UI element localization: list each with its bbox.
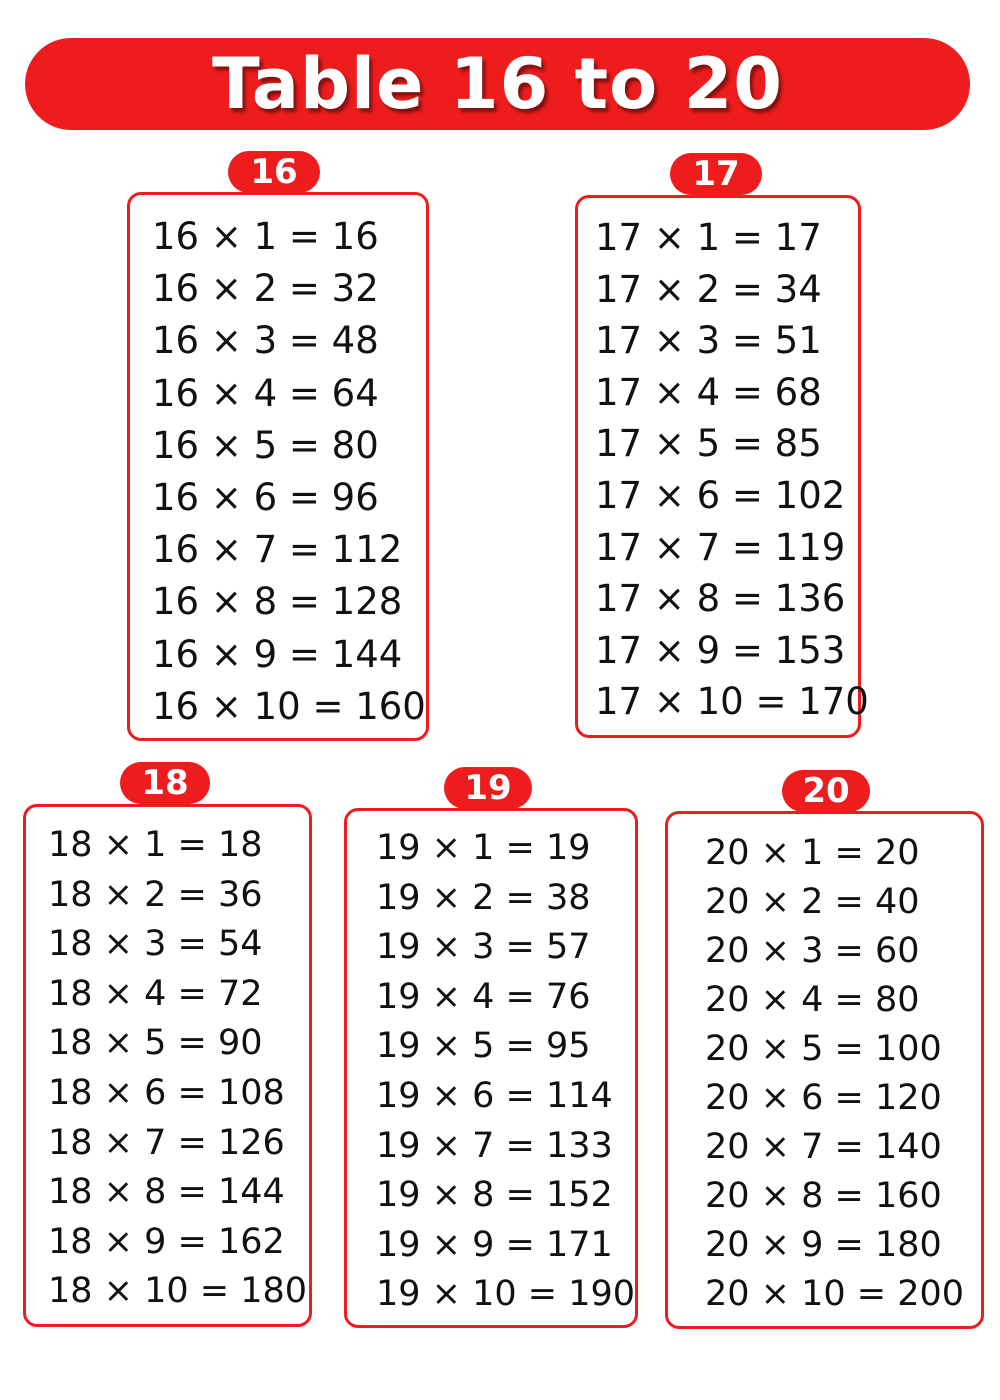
table-row: 16 × 9 = 144 xyxy=(152,632,403,676)
table-row: 17 × 4 = 68 xyxy=(595,370,822,414)
table-row: 20 × 1 = 20 xyxy=(705,833,920,873)
table-row: 18 × 8 = 144 xyxy=(48,1172,285,1213)
table-row: 20 × 7 = 140 xyxy=(705,1127,942,1167)
table-row: 20 × 6 = 120 xyxy=(705,1078,942,1118)
table-row: 16 × 5 = 80 xyxy=(152,423,379,467)
table-row: 18 × 5 = 90 xyxy=(48,1023,263,1064)
table-row: 20 × 2 = 40 xyxy=(705,882,920,922)
table-label-18: 18 xyxy=(120,762,210,804)
table-row: 20 × 9 = 180 xyxy=(705,1225,942,1265)
table-row: 19 × 1 = 19 xyxy=(376,828,591,868)
table-row: 19 × 7 = 133 xyxy=(376,1125,613,1166)
table-row: 16 × 6 = 96 xyxy=(152,476,379,519)
table-box-19 xyxy=(344,808,638,1328)
table-row: 18 × 10 = 180 xyxy=(48,1271,308,1312)
table-row: 18 × 9 = 162 xyxy=(48,1221,285,1262)
table-row: 18 × 7 = 126 xyxy=(48,1122,285,1163)
table-row: 18 × 3 = 54 xyxy=(48,924,263,965)
table-row: 20 × 4 = 80 xyxy=(705,980,920,1020)
table-row: 16 × 10 = 160 xyxy=(152,684,426,728)
table-box-16 xyxy=(127,192,429,741)
table-row: 16 × 4 = 64 xyxy=(152,371,379,415)
title-banner xyxy=(25,38,970,130)
table-row: 18 × 1 = 18 xyxy=(48,825,263,865)
table-row: 17 × 1 = 17 xyxy=(595,216,822,259)
table-row: 19 × 10 = 190 xyxy=(376,1274,636,1315)
table-label-19: 19 xyxy=(444,767,532,809)
table-row: 19 × 9 = 171 xyxy=(376,1224,613,1265)
table-row: 20 × 3 = 60 xyxy=(705,931,920,971)
table-row: 17 × 2 = 34 xyxy=(595,267,822,311)
table-box-20 xyxy=(665,811,984,1329)
table-row: 17 × 3 = 51 xyxy=(595,319,822,363)
table-row: 17 × 5 = 85 xyxy=(595,422,822,466)
table-row: 19 × 6 = 114 xyxy=(376,1076,613,1116)
table-row: 18 × 4 = 72 xyxy=(48,973,263,1014)
page-title: Table 16 to 20 xyxy=(211,43,784,125)
table-row: 17 × 9 = 153 xyxy=(595,628,846,672)
table-row: 17 × 10 = 170 xyxy=(595,680,869,724)
table-row: 18 × 2 = 36 xyxy=(48,874,263,915)
table-row: 19 × 5 = 95 xyxy=(376,1026,591,1067)
table-row: 17 × 7 = 119 xyxy=(595,525,846,569)
table-row: 20 × 8 = 160 xyxy=(705,1176,942,1216)
table-box-17 xyxy=(575,195,869,738)
table-row: 20 × 5 = 100 xyxy=(705,1029,942,1069)
table-row: 19 × 3 = 57 xyxy=(376,927,591,968)
table-label-16: 16 xyxy=(228,151,320,193)
table-row: 17 × 8 = 136 xyxy=(595,577,846,621)
table-row: 18 × 6 = 108 xyxy=(48,1073,285,1113)
table-row: 19 × 8 = 152 xyxy=(376,1175,613,1216)
table-row: 16 × 3 = 48 xyxy=(152,319,379,363)
table-row: 19 × 2 = 38 xyxy=(376,877,591,918)
table-box-18 xyxy=(23,804,312,1327)
table-row: 19 × 4 = 76 xyxy=(376,976,591,1017)
table-row: 16 × 2 = 32 xyxy=(152,267,379,311)
table-row: 16 × 8 = 128 xyxy=(152,580,403,624)
table-row: 16 × 1 = 16 xyxy=(152,215,379,258)
table-row: 16 × 7 = 112 xyxy=(152,528,403,572)
table-label-20: 20 xyxy=(782,770,870,812)
table-label-17: 17 xyxy=(670,153,762,195)
table-row: 20 × 10 = 200 xyxy=(705,1274,965,1314)
table-row: 17 × 6 = 102 xyxy=(595,474,846,517)
